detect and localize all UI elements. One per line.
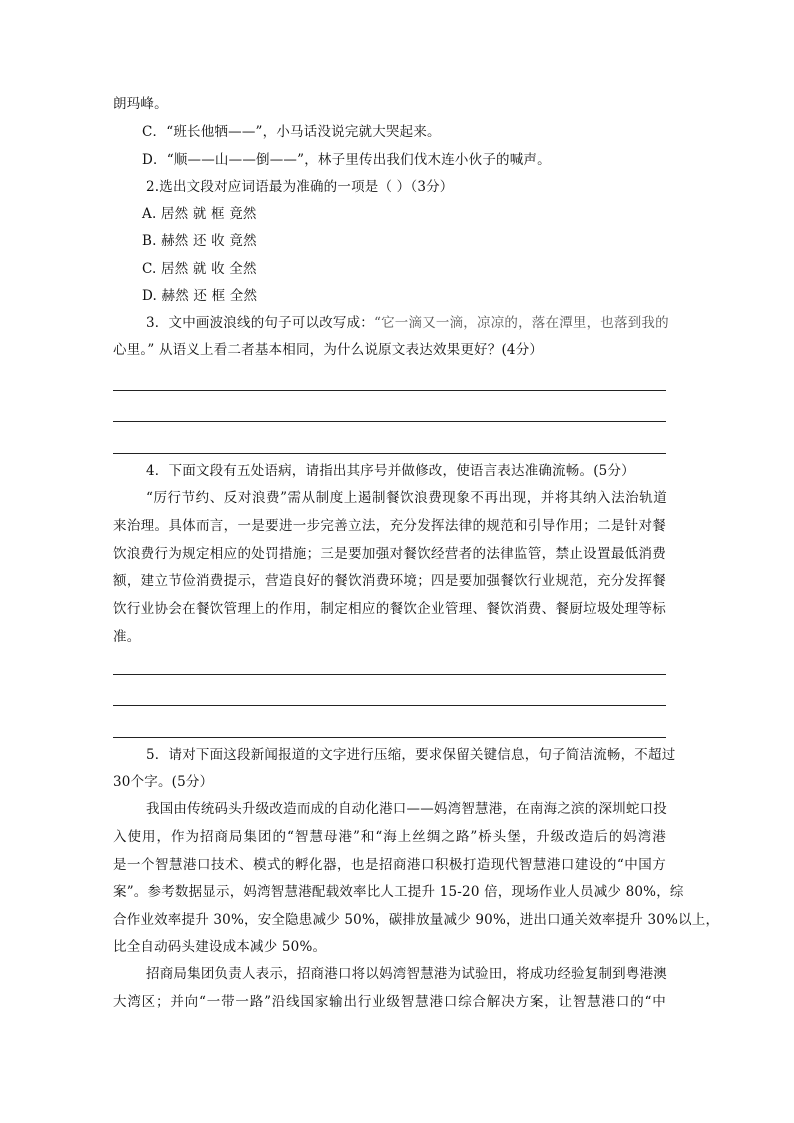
q5-news-line: 我国由传统码头升级改造而成的自动化港口——妈湾智慧港，在南海之滨的深圳蛇口投 (146, 801, 667, 817)
q5-news-line: 招商局集团负责人表示，招商港口将以妈湾智慧港为试验田，将成功经验复制到粤港澳 (146, 966, 667, 982)
answer-line (113, 390, 666, 391)
answer-line (113, 737, 666, 738)
q4-passage-line: 额，建立节俭消费提示，营造良好的餐饮消费环境；四是要加强餐饮行业规范，充分发挥餐 (113, 573, 666, 589)
q4-passage-line: 准。 (113, 629, 141, 645)
q5-news-line: 合作业效率提升 30%，安全隐患减少 50%，碳排放量减少 90%，进出口通关效率提升 30%以上， (113, 912, 720, 928)
answer-line (113, 453, 666, 454)
q5-news-line: 大湾区；并向“一带一路”沿线国家输出行业级智慧港口综合解决方案，让智慧港口的“中 (113, 994, 666, 1010)
q4-stem: 4．下面文段有五处语病，请指出其序号并做修改，使语言表达准确流畅。(5分） (146, 463, 635, 479)
q2-option-b: B. 赫然 还 收 竟然 (142, 233, 257, 249)
q4-passage-line: 来治理。具体而言，一是要进一步完善立法，充分发挥法律的规范和引导作用；二是针对餐 (113, 518, 666, 534)
q4-passage-line: 饮浪费行为规定相应的处罚措施；三是要加强对餐饮经营者的法律监管，禁止设置最低消费 (113, 546, 666, 562)
q2-stem: 2.选出文段对应词语最为准确的一项是（ ）（3分） (146, 179, 454, 195)
q3-stem-line2: 心里。” 从语义上看二者基本相同，为什么说原文表达效果更好？(4分） (113, 342, 544, 358)
q5-news-line: 案”。参考数据显示，妈湾智慧港配载效率比人工提升 15-20 倍，现场作业人员减少 80%，综 (113, 884, 684, 900)
q2-option-d: D. 赫然 还 框 全然 (142, 288, 258, 304)
q4-passage-line: 饮行业协会在餐饮管理上的作用，制定相应的餐饮企业管理、餐饮消费、餐厨垃圾处理等标 (113, 601, 666, 617)
answer-line (113, 705, 666, 706)
answer-line (113, 421, 666, 422)
q1-continuation-line: 朗玛峰。 (113, 96, 168, 112)
q3-rewritten-sentence: “它一滴又一滴，凉凉的，落在潭里，也落到我的 (374, 315, 669, 331)
q5-stem-line2: 30个字。(5分） (113, 774, 214, 790)
q2-option-a: A. 居然 就 框 竟然 (142, 206, 257, 222)
q5-news-line: 入使用，作为招商局集团的“智慧母港”和“海上丝绸之路”桥头堡，升级改造后的妈湾港 (113, 829, 666, 845)
q3-stem-line1 (146, 314, 680, 332)
q1-option-c: C．“班长他牺——”，小马话没说完就大哭起来。 (142, 124, 441, 140)
q3-stem-prefix: 3．文中画波浪线的句子可以改写成： (146, 315, 374, 331)
q5-news-line: 比全自动码头建设成本减少 50%。 (113, 939, 327, 955)
q5-stem-line1: 5．请对下面这段新闻报道的文字进行压缩，要求保留关键信息，句子简洁流畅，不超过 (146, 747, 676, 763)
q5-news-line: 是一个智慧港口技术、模式的孵化器，也是招商港口积极打造现代智慧港口建设的“中国方 (113, 857, 666, 873)
answer-line (113, 674, 666, 675)
q4-passage-line: “厉行节约、反对浪费”需从制度上遏制餐饮浪费现象不再出现，并将其纳入法治轨道 (146, 490, 667, 506)
q1-option-d: D．“顺——山——倒——”，林子里传出我们伐木连小伙子的喊声。 (142, 152, 551, 168)
q2-option-c: C. 居然 就 收 全然 (142, 261, 257, 277)
